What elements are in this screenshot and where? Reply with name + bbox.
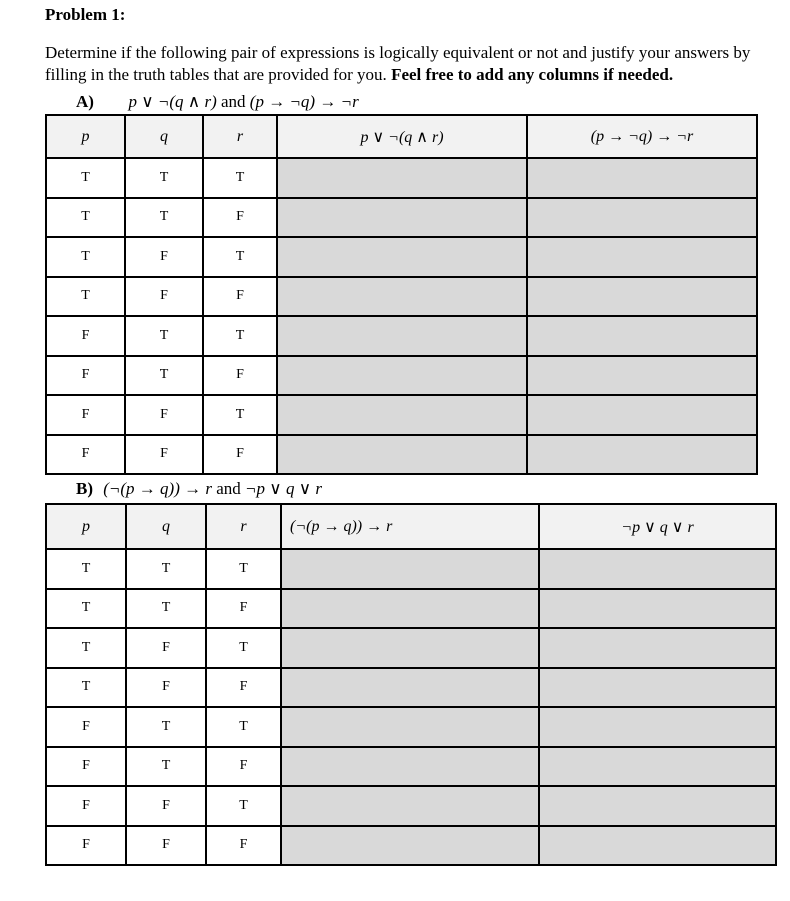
answer-cell[interactable]: [277, 277, 527, 317]
truth-value-cell: T: [125, 158, 203, 198]
truth-value-cell: F: [125, 237, 203, 277]
column-header: r: [203, 115, 277, 158]
truth-value-cell: F: [125, 277, 203, 317]
truth-value-cell: F: [206, 747, 281, 787]
truth-value-cell: T: [126, 549, 206, 589]
instructions-line-2: [45, 64, 790, 86]
table-row: [46, 356, 757, 396]
truth-value-cell: F: [46, 786, 126, 826]
table-row: [46, 395, 757, 435]
truth-value-cell: F: [203, 356, 277, 396]
truth-value-cell: F: [125, 395, 203, 435]
truth-value-cell: F: [206, 589, 281, 629]
answer-cell[interactable]: [277, 198, 527, 238]
part-b-expression-2: ¬p ∨ q ∨ r: [245, 479, 323, 498]
truth-value-cell: F: [46, 316, 125, 356]
truth-value-cell: F: [206, 668, 281, 708]
column-header: (¬(p → q)) → r: [281, 504, 539, 549]
table-row: [46, 435, 757, 475]
truth-value-cell: F: [46, 435, 125, 475]
truth-value-cell: T: [125, 356, 203, 396]
answer-cell[interactable]: [539, 589, 776, 629]
answer-cell[interactable]: [281, 589, 539, 629]
truth-value-cell: T: [206, 549, 281, 589]
table-row: [46, 158, 757, 198]
truth-value-cell: T: [46, 628, 126, 668]
column-header: p ∨ ¬(q ∧ r): [277, 115, 527, 158]
table-row: [46, 589, 776, 629]
truth-value-cell: T: [126, 589, 206, 629]
answer-cell[interactable]: [539, 707, 776, 747]
part-b-label: [76, 479, 322, 499]
problem-title: Problem 1:: [45, 5, 126, 24]
answer-cell[interactable]: [277, 316, 527, 356]
truth-value-cell: T: [206, 786, 281, 826]
column-header: q: [126, 504, 206, 549]
answer-cell[interactable]: [527, 158, 757, 198]
truth-value-cell: F: [126, 826, 206, 866]
answer-cell[interactable]: [527, 395, 757, 435]
truth-value-cell: T: [203, 395, 277, 435]
truth-value-cell: T: [203, 316, 277, 356]
answer-cell[interactable]: [281, 628, 539, 668]
truth-value-cell: F: [126, 668, 206, 708]
header-row: [46, 504, 776, 549]
answer-cell[interactable]: [281, 747, 539, 787]
truth-value-cell: F: [203, 198, 277, 238]
answer-cell[interactable]: [281, 707, 539, 747]
truth-value-cell: F: [46, 826, 126, 866]
answer-cell[interactable]: [527, 356, 757, 396]
truth-value-cell: T: [46, 237, 125, 277]
truth-value-cell: F: [126, 628, 206, 668]
answer-cell[interactable]: [277, 158, 527, 198]
answer-cell[interactable]: [539, 668, 776, 708]
column-header: r: [206, 504, 281, 549]
table-row: [46, 198, 757, 238]
answer-cell[interactable]: [277, 435, 527, 475]
answer-cell[interactable]: [277, 395, 527, 435]
truth-value-cell: F: [125, 435, 203, 475]
truth-value-cell: T: [125, 198, 203, 238]
truth-value-cell: T: [125, 316, 203, 356]
instructions-line-2-text: filling in the truth tables that are provided for you.: [45, 65, 392, 84]
table-row: [46, 826, 776, 866]
part-a-label: [76, 92, 359, 112]
part-b-joiner: and: [211, 479, 246, 498]
truth-value-cell: F: [46, 707, 126, 747]
header-row: [46, 115, 757, 158]
table-row: [46, 628, 776, 668]
part-a-joiner: and: [216, 92, 250, 111]
part-b-expression-1: (¬(p → q)) → r: [103, 479, 212, 498]
instructions: [45, 42, 790, 86]
truth-value-cell: F: [206, 826, 281, 866]
truth-value-cell: F: [203, 435, 277, 475]
truth-value-cell: T: [46, 158, 125, 198]
column-header: (p → ¬q) → ¬r: [527, 115, 757, 158]
table-row: [46, 668, 776, 708]
truth-table-a: [45, 114, 758, 475]
answer-cell[interactable]: [277, 356, 527, 396]
truth-value-cell: F: [46, 356, 125, 396]
answer-cell[interactable]: [539, 549, 776, 589]
truth-value-cell: T: [46, 589, 126, 629]
table-row: [46, 237, 757, 277]
answer-cell[interactable]: [527, 435, 757, 475]
truth-table-b: [45, 503, 777, 866]
table-row: [46, 316, 757, 356]
answer-cell[interactable]: [539, 786, 776, 826]
truth-value-cell: T: [126, 747, 206, 787]
truth-value-cell: F: [46, 395, 125, 435]
answer-cell[interactable]: [539, 826, 776, 866]
answer-cell[interactable]: [281, 668, 539, 708]
truth-value-cell: T: [203, 237, 277, 277]
answer-cell[interactable]: [539, 747, 776, 787]
truth-value-cell: T: [206, 628, 281, 668]
table-row: [46, 277, 757, 317]
answer-cell[interactable]: [527, 198, 757, 238]
answer-cell[interactable]: [527, 277, 757, 317]
table-row: [46, 786, 776, 826]
truth-value-cell: F: [126, 786, 206, 826]
column-header: ¬p ∨ q ∨ r: [539, 504, 776, 549]
answer-cell[interactable]: [539, 628, 776, 668]
instructions-emphasis: Feel free to add any columns if needed.: [391, 65, 674, 84]
answer-cell[interactable]: [281, 826, 539, 866]
truth-value-cell: T: [46, 668, 126, 708]
truth-value-cell: T: [203, 158, 277, 198]
truth-value-cell: T: [46, 277, 125, 317]
table-row: [46, 747, 776, 787]
truth-value-cell: T: [46, 549, 126, 589]
truth-table-b-body: [46, 504, 776, 865]
truth-table-a-body: [46, 115, 757, 474]
answer-cell[interactable]: [527, 316, 757, 356]
answer-cell[interactable]: [281, 786, 539, 826]
column-header: p: [46, 115, 125, 158]
answer-cell[interactable]: [527, 237, 757, 277]
part-b-letter: B): [76, 479, 93, 498]
truth-value-cell: F: [203, 277, 277, 317]
part-a-expression-1: p ∨ ¬(q ∧ r): [128, 92, 217, 111]
table-row: [46, 707, 776, 747]
part-a-expression-2: (p → ¬q) → ¬r: [249, 92, 359, 111]
truth-value-cell: F: [46, 747, 126, 787]
table-row: [46, 549, 776, 589]
truth-value-cell: T: [126, 707, 206, 747]
instructions-line-1: Determine if the following pair of expressions is logically equivalent or not and justify your answers by: [45, 43, 751, 62]
truth-value-cell: T: [206, 707, 281, 747]
part-a-letter: A): [76, 92, 94, 111]
answer-cell[interactable]: [277, 237, 527, 277]
column-header: p: [46, 504, 126, 549]
column-header: q: [125, 115, 203, 158]
truth-value-cell: T: [46, 198, 125, 238]
answer-cell[interactable]: [281, 549, 539, 589]
